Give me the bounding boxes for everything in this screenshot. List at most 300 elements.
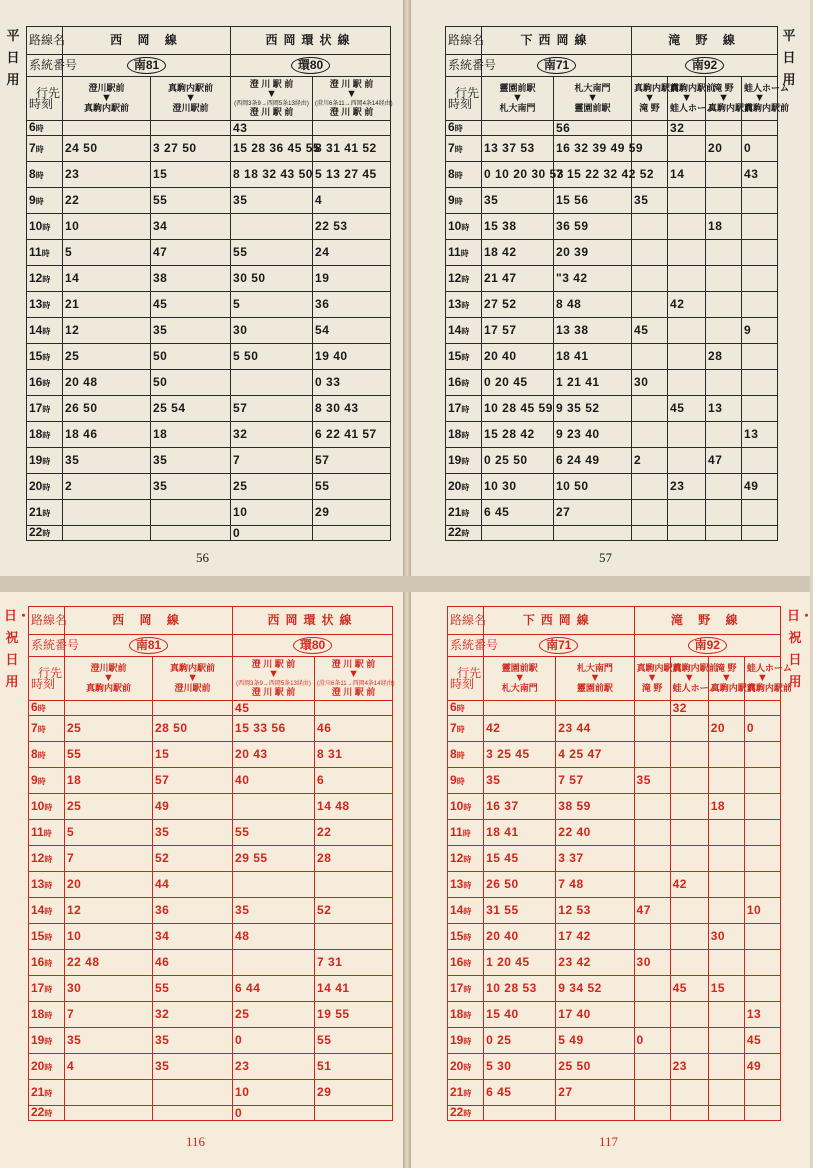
departure-minutes: 15 28 42 <box>482 422 554 448</box>
direction-from: 真駒内駅前 <box>634 83 680 93</box>
hour-value: 18 <box>450 1006 464 1021</box>
departure-minutes <box>668 318 706 344</box>
hour-suffix: 時 <box>463 1109 472 1118</box>
page-number: 56 <box>196 550 209 565</box>
direction-cell <box>233 657 315 701</box>
hour-row <box>27 318 391 344</box>
departure-minutes: 18 <box>65 768 153 794</box>
hour-suffix: 時 <box>463 1088 472 1098</box>
departure-minutes: 10 50 <box>554 474 632 500</box>
line-name: 滝 野 線 <box>634 607 780 635</box>
departure-minutes <box>742 214 778 240</box>
departure-minutes: 0 25 <box>484 1028 556 1054</box>
departure-minutes <box>744 976 780 1002</box>
departure-minutes: 55 <box>231 240 313 266</box>
hour-suffix: 時 <box>44 906 53 916</box>
departure-minutes <box>706 121 742 136</box>
hour-suffix: 時 <box>44 854 53 864</box>
direction-cell <box>744 657 792 701</box>
departure-minutes <box>632 344 668 370</box>
departure-minutes: 34 <box>153 924 233 950</box>
departure-minutes: 35 <box>153 1028 233 1054</box>
departure-minutes <box>670 768 708 794</box>
line-name: 西岡環状線 <box>231 27 391 55</box>
hour-cell <box>446 188 482 214</box>
departure-minutes: 14 <box>668 162 706 188</box>
departure-minutes <box>482 121 554 136</box>
departure-minutes <box>554 526 632 541</box>
direction-row <box>27 77 391 121</box>
hour-row <box>29 1028 393 1054</box>
hour-cell <box>29 898 65 924</box>
departure-minutes: 25 <box>231 474 313 500</box>
departure-minutes: 3 25 45 <box>484 742 556 768</box>
departure-minutes <box>233 950 315 976</box>
hour-cell <box>27 121 63 136</box>
line-name-row <box>446 27 778 55</box>
hour-row <box>446 136 778 162</box>
down-arrow-icon: ▼ <box>756 672 768 684</box>
departure-minutes: 18 <box>708 794 744 820</box>
departure-minutes: 18 46 <box>63 422 151 448</box>
departure-minutes <box>634 820 670 846</box>
direction-to: 真駒内駅前 <box>710 683 756 693</box>
hour-row <box>27 240 391 266</box>
departure-minutes: 19 <box>313 266 391 292</box>
hour-cell <box>27 318 63 344</box>
hour-suffix: 時 <box>37 750 46 760</box>
hour-row <box>448 820 781 846</box>
direction-cell <box>482 77 554 121</box>
departure-minutes: 20 40 <box>482 344 554 370</box>
departure-minutes: 5 30 <box>484 1054 556 1080</box>
hour-value: 17 <box>450 980 464 995</box>
departure-minutes <box>632 422 668 448</box>
departure-minutes: 17 42 <box>556 924 634 950</box>
departure-minutes <box>708 742 744 768</box>
departure-minutes <box>634 716 670 742</box>
departure-minutes: 13 <box>744 1002 780 1028</box>
departure-minutes: 15 <box>708 976 744 1002</box>
hour-value: 20 <box>448 478 462 493</box>
direction-to: 真駒内駅前 <box>746 683 792 693</box>
hour-value: 12 <box>450 850 464 865</box>
page-116 <box>0 592 403 1168</box>
hour-suffix: 時 <box>461 430 470 440</box>
route-row <box>446 55 778 77</box>
departure-minutes <box>670 1080 708 1106</box>
hour-cell <box>27 370 63 396</box>
down-arrow-icon: ▼ <box>268 668 279 680</box>
departure-minutes <box>744 1080 780 1106</box>
hour-value: 20 <box>31 1058 45 1073</box>
departure-minutes <box>153 1106 233 1121</box>
departure-minutes: 7 57 <box>556 768 634 794</box>
departure-minutes: 13 <box>742 422 778 448</box>
departure-minutes: 14 41 <box>315 976 393 1002</box>
departure-minutes <box>708 1002 744 1028</box>
hour-row <box>446 266 778 292</box>
departure-minutes <box>668 500 706 526</box>
departure-minutes: 10 <box>231 500 313 526</box>
departure-minutes: 35 <box>65 1028 153 1054</box>
departure-minutes: 2 <box>632 448 668 474</box>
page-56 <box>0 0 403 576</box>
departure-minutes: 43 <box>231 121 313 136</box>
corner-direction <box>448 657 484 701</box>
corner-route-no: 系統番号 <box>446 55 482 77</box>
departure-minutes: 45 <box>632 318 668 344</box>
line-name-row <box>29 607 393 635</box>
route-badge: 南81 <box>129 637 168 654</box>
departure-minutes <box>742 240 778 266</box>
route-cell <box>63 55 231 77</box>
departure-minutes: 15 56 <box>554 188 632 214</box>
hour-suffix: 時 <box>461 508 470 518</box>
departure-minutes: 10 28 45 59 <box>482 396 554 422</box>
departure-minutes: 6 <box>315 768 393 794</box>
corner-dest-label: 行先 <box>457 665 482 680</box>
departure-minutes: 55 <box>151 188 231 214</box>
hour-value: 8 <box>448 166 455 181</box>
corner-time-label: 時刻 <box>450 676 475 691</box>
departure-minutes: 0 <box>634 1028 670 1054</box>
departure-minutes: 35 <box>153 1054 233 1080</box>
hour-value: 14 <box>29 322 43 337</box>
hour-row <box>446 396 778 422</box>
hour-suffix: 時 <box>42 529 51 538</box>
direction-from: 澄川駅前 <box>90 663 127 673</box>
departure-minutes: 35 <box>233 898 315 924</box>
departure-minutes: 35 <box>482 188 554 214</box>
hour-suffix: 時 <box>461 352 470 362</box>
departure-minutes: 35 <box>151 318 231 344</box>
hour-value: 6 <box>31 700 38 714</box>
line-name: 下西岡線 <box>484 607 634 635</box>
route-cell <box>484 635 634 657</box>
hour-value: 10 <box>31 798 45 813</box>
departure-minutes: 25 54 <box>151 396 231 422</box>
hour-row <box>27 266 391 292</box>
departure-minutes <box>742 292 778 318</box>
hour-suffix: 時 <box>44 1036 53 1046</box>
route-badge: 南92 <box>685 57 724 74</box>
hour-cell <box>29 742 65 768</box>
departure-minutes: 26 50 <box>63 396 151 422</box>
route-row <box>448 635 781 657</box>
departure-minutes: 42 <box>668 292 706 318</box>
departure-minutes <box>706 266 742 292</box>
departure-minutes: 0 10 20 30 53 <box>482 162 554 188</box>
departure-minutes <box>706 370 742 396</box>
hour-suffix: 時 <box>460 248 469 258</box>
hour-cell <box>29 794 65 820</box>
hour-cell <box>448 820 484 846</box>
departure-minutes <box>668 370 706 396</box>
hour-cell <box>29 1106 65 1121</box>
departure-minutes <box>706 292 742 318</box>
corner-direction <box>27 77 63 121</box>
hour-value: 22 <box>29 525 43 539</box>
departure-minutes: 23 <box>670 1054 708 1080</box>
departure-minutes: 47 <box>706 448 742 474</box>
hour-value: 22 <box>450 1105 464 1119</box>
hour-row <box>448 742 781 768</box>
departure-minutes: 0 <box>744 716 780 742</box>
departure-minutes <box>151 121 231 136</box>
departure-minutes <box>708 950 744 976</box>
departure-minutes <box>744 1106 780 1121</box>
corner-line-name: 路線名 <box>448 607 484 635</box>
departure-minutes: 55 <box>233 820 315 846</box>
corner-line-name: 路線名 <box>29 607 65 635</box>
hour-row <box>29 898 393 924</box>
hour-row <box>29 1002 393 1028</box>
direction-to: 真駒内駅前 <box>83 103 129 113</box>
hour-value: 19 <box>31 1032 45 1047</box>
down-arrow-icon: ▼ <box>266 88 277 100</box>
route-cell <box>65 635 233 657</box>
direction-cell <box>151 77 231 121</box>
direction-row <box>448 657 781 701</box>
hour-row <box>446 422 778 448</box>
departure-minutes: 32 <box>153 1002 233 1028</box>
departure-minutes: 4 <box>65 1054 153 1080</box>
departure-minutes <box>670 820 708 846</box>
departure-minutes: 10 28 53 <box>484 976 556 1002</box>
departure-minutes <box>634 846 670 872</box>
departure-minutes: 36 <box>313 292 391 318</box>
hour-row <box>448 976 781 1002</box>
hour-value: 7 <box>450 720 457 735</box>
departure-minutes: 0 20 45 <box>482 370 554 396</box>
departure-minutes: 10 <box>63 214 151 240</box>
hour-cell <box>29 701 65 716</box>
departure-minutes: 10 <box>233 1080 315 1106</box>
down-arrow-icon: ▼ <box>185 92 196 104</box>
departure-minutes: 8 31 41 52 <box>313 136 391 162</box>
departure-minutes <box>668 214 706 240</box>
departure-minutes: 20 40 <box>484 924 556 950</box>
departure-minutes: 7 31 <box>315 950 393 976</box>
departure-minutes: 45 <box>744 1028 780 1054</box>
direction-to: 蛙人ホーム <box>672 683 718 693</box>
hour-value: 16 <box>29 374 43 389</box>
hour-cell <box>446 396 482 422</box>
departure-minutes: 7 15 22 32 42 52 <box>554 162 632 188</box>
hour-value: 11 <box>450 824 463 839</box>
hour-suffix: 時 <box>463 802 472 812</box>
hour-cell <box>27 500 63 526</box>
hour-suffix: 時 <box>35 170 44 180</box>
departure-minutes: 13 <box>706 396 742 422</box>
hour-suffix: 時 <box>44 1062 53 1072</box>
hour-value: 15 <box>31 928 45 943</box>
departure-minutes: 30 <box>65 976 153 1002</box>
departure-minutes <box>63 121 151 136</box>
departure-minutes: 47 <box>634 898 670 924</box>
route-badge: 南81 <box>127 57 166 74</box>
departure-minutes <box>670 924 708 950</box>
departure-minutes: 22 53 <box>313 214 391 240</box>
departure-minutes <box>670 1002 708 1028</box>
departure-minutes <box>632 121 668 136</box>
hour-suffix: 時 <box>43 828 52 838</box>
timetable-116 <box>28 606 393 1121</box>
hour-cell <box>448 1106 484 1121</box>
page-117 <box>411 592 813 1168</box>
hour-row <box>29 794 393 820</box>
departure-minutes <box>63 526 151 541</box>
departure-minutes: 8 31 <box>315 742 393 768</box>
departure-minutes <box>63 500 151 526</box>
hour-row <box>448 872 781 898</box>
departure-minutes <box>706 162 742 188</box>
direction-to: 澄 川 駅 前 <box>251 687 296 697</box>
departure-minutes <box>708 701 744 716</box>
departure-minutes: 57 <box>313 448 391 474</box>
departure-minutes: 22 48 <box>65 950 153 976</box>
departure-minutes: 52 <box>315 898 393 924</box>
hour-value: 14 <box>31 902 45 917</box>
departure-minutes: 55 <box>313 474 391 500</box>
route-cell <box>233 635 393 657</box>
direction-from: 蛙人ホーム <box>744 83 790 93</box>
departure-minutes: 28 <box>706 344 742 370</box>
hour-cell <box>27 422 63 448</box>
direction-cell <box>315 657 393 701</box>
hour-row <box>446 500 778 526</box>
hour-suffix: 時 <box>461 482 470 492</box>
hour-suffix: 時 <box>461 456 470 466</box>
route-badge: 環80 <box>291 57 330 74</box>
hour-value: 9 <box>450 772 457 787</box>
down-arrow-icon: ▼ <box>101 92 112 104</box>
hour-cell <box>448 1028 484 1054</box>
departure-minutes <box>708 1054 744 1080</box>
corner-route-no: 系統番号 <box>29 635 65 657</box>
hour-cell <box>29 846 65 872</box>
departure-minutes: 5 <box>231 292 313 318</box>
departure-minutes: 49 <box>153 794 233 820</box>
hour-suffix: 時 <box>461 326 470 336</box>
direction-to: 札大南門 <box>501 683 538 693</box>
hour-row <box>29 846 393 872</box>
hour-cell <box>29 716 65 742</box>
hour-value: 13 <box>31 876 45 891</box>
departure-minutes: 50 <box>151 344 231 370</box>
hour-cell <box>448 1002 484 1028</box>
route-via-note: (西岡3条9→西岡5条13経由) <box>236 681 311 687</box>
departure-minutes: 13 38 <box>554 318 632 344</box>
route-badge: 南71 <box>539 637 578 654</box>
departure-minutes: 45 <box>668 396 706 422</box>
corner-time-label: 時刻 <box>448 96 473 111</box>
hour-suffix: 時 <box>456 776 465 786</box>
departure-minutes: 31 55 <box>484 898 556 924</box>
line-name: 西 岡 線 <box>65 607 233 635</box>
hour-row <box>27 370 391 396</box>
hour-suffix: 時 <box>37 724 46 734</box>
departure-minutes: 1 20 45 <box>484 950 556 976</box>
direction-cell <box>231 77 313 121</box>
hour-suffix: 時 <box>42 456 51 466</box>
departure-minutes: 43 <box>742 162 778 188</box>
departure-minutes <box>632 500 668 526</box>
hour-cell <box>446 214 482 240</box>
timetable-117 <box>447 606 792 1121</box>
departure-minutes: 1 21 41 <box>554 370 632 396</box>
hour-value: 22 <box>448 525 462 539</box>
hour-row <box>29 1054 393 1080</box>
hour-value: 21 <box>448 504 462 519</box>
departure-minutes: 0 <box>231 526 313 541</box>
departure-minutes: 28 50 <box>153 716 233 742</box>
hour-cell <box>29 1080 65 1106</box>
hour-cell <box>446 136 482 162</box>
departure-minutes: 29 55 <box>233 846 315 872</box>
hour-suffix: 時 <box>44 1010 53 1020</box>
direction-cell <box>63 77 151 121</box>
departure-minutes: 20 <box>708 716 744 742</box>
departure-minutes: 38 <box>151 266 231 292</box>
departure-minutes <box>708 820 744 846</box>
departure-minutes: 35 <box>634 768 670 794</box>
hour-cell <box>29 1028 65 1054</box>
hour-value: 9 <box>29 192 36 207</box>
hour-value: 6 <box>448 120 455 134</box>
direction-cell <box>484 657 556 701</box>
side-label-holiday: 日・祝日用 <box>787 609 813 690</box>
hour-value: 10 <box>29 218 43 233</box>
line-name-row <box>27 27 391 55</box>
hour-row <box>446 121 778 136</box>
departure-minutes <box>708 846 744 872</box>
hour-row <box>27 526 391 541</box>
down-arrow-icon: ▼ <box>514 672 526 684</box>
hour-suffix: 時 <box>461 300 470 310</box>
departure-minutes <box>556 1106 634 1121</box>
hour-row <box>27 344 391 370</box>
hour-row <box>446 162 778 188</box>
side-label-weekday: 平日用 <box>6 29 20 88</box>
hour-row <box>446 474 778 500</box>
hour-suffix: 時 <box>41 248 50 258</box>
hour-value: 12 <box>31 850 45 865</box>
direction-to: 澄川駅前 <box>172 103 209 113</box>
hour-cell <box>448 701 484 716</box>
direction-cell <box>634 657 682 701</box>
departure-minutes: 4 <box>313 188 391 214</box>
hour-cell <box>27 240 63 266</box>
line-name: 滝 野 線 <box>632 27 778 55</box>
departure-minutes: 35 <box>151 448 231 474</box>
hour-cell <box>446 292 482 318</box>
direction-cell <box>556 657 634 701</box>
hour-cell <box>448 768 484 794</box>
hour-row <box>27 292 391 318</box>
hour-row <box>446 240 778 266</box>
direction-cell <box>65 657 153 701</box>
departure-minutes <box>742 448 778 474</box>
hour-value: 9 <box>31 772 38 787</box>
hour-suffix: 時 <box>463 984 472 994</box>
hour-value: 17 <box>31 980 45 995</box>
hour-cell <box>448 950 484 976</box>
departure-minutes: 30 <box>632 370 668 396</box>
page-number: 117 <box>599 1134 619 1149</box>
hour-cell <box>448 846 484 872</box>
